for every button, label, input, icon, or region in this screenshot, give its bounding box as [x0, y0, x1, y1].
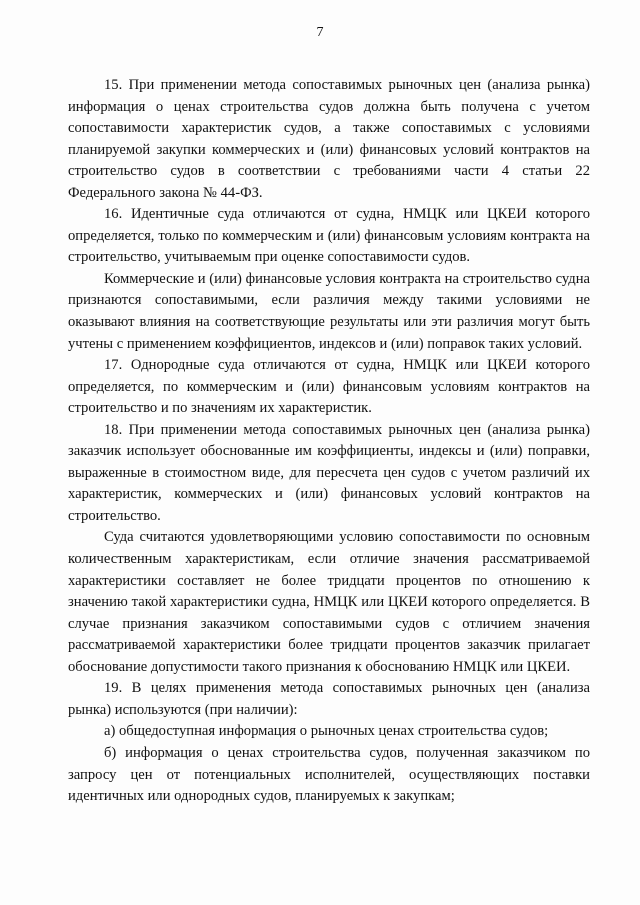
- paragraph-15: 15. При применении метода сопоставимых рыночных цен (анализа рынка) информация о ценах строительства судов должна быть получена с учетом сопоставимости характеристик судов, а также сопоставимых с условиями планируемой закупки коммерческих и (или) финансовых условий контрактов на строительство судов в соответствии с требованиями части 4 статьи 22 Федерального закона № 44-ФЗ.: [68, 77, 590, 201]
- paragraph-19: 19. В целях применения метода сопоставимых рыночных цен (анализа рынка) используются (при наличии):: [68, 680, 590, 718]
- paragraph-18: 18. При применении метода сопоставимых рыночных цен (анализа рынка) заказчик использует обоснованные им коэффициенты, индексы и (или) поправки, выраженные в стоимостном виде, для пересчета цен судов с учетом различий их характеристик, коммерческих и (или) финансовых условий контрактов на строительство.: [68, 421, 590, 524]
- paragraph-comparability: Суда считаются удовлетворяющими условию сопоставимости по основным количественным характеристикам, если отличие значения рассматриваемой характеристики составляет не более тридцати процентов по отношению к значению такой характеристики судна, НМЦК или ЦКЕИ которого определяется. В случае признания заказчиком сопоставимыми судов с отличием значения рассматриваемой характеристики более тридцати процентов заказчик прилагает обоснование допустимости такого признания к обоснованию НМЦК или ЦКЕИ.: [68, 529, 590, 675]
- paragraph-17: 17. Однородные суда отличаются от судна, НМЦК или ЦКЕИ которого определяется, по коммерческим и (или) финансовым условиям контрактов на строительство и по значениям их характеристик.: [68, 357, 590, 417]
- list-item-a: а) общедоступная информация о рыночных ценах строительства судов;: [104, 723, 549, 740]
- list-item-b: б) информация о ценах строительства судов, полученная заказчиком по запросу цен от потенциальных исполнителей, осуществляющих поставки идентичных или однородных судов, планируемых к закупкам;: [68, 744, 590, 805]
- paragraph-16: 16. Идентичные суда отличаются от судна, НМЦК или ЦКЕИ которого определяется, только по коммерческим и (или) финансовым условиям контракта на строительство, учитываемым при оценке сопоставимости судов.: [68, 206, 590, 266]
- page-number: 7: [316, 25, 324, 40]
- document-body: [68, 75, 590, 808]
- paragraph-commercial-conditions: Коммерческие и (или) финансовые условия контракта на строительство судна признаются сопоставимыми, если различия между такими условиями не оказывают влияния на соответствующие результаты или эти различия могут быть учтены с применением коэффициентов, индексов и (или) поправок таких условий.: [68, 270, 590, 352]
